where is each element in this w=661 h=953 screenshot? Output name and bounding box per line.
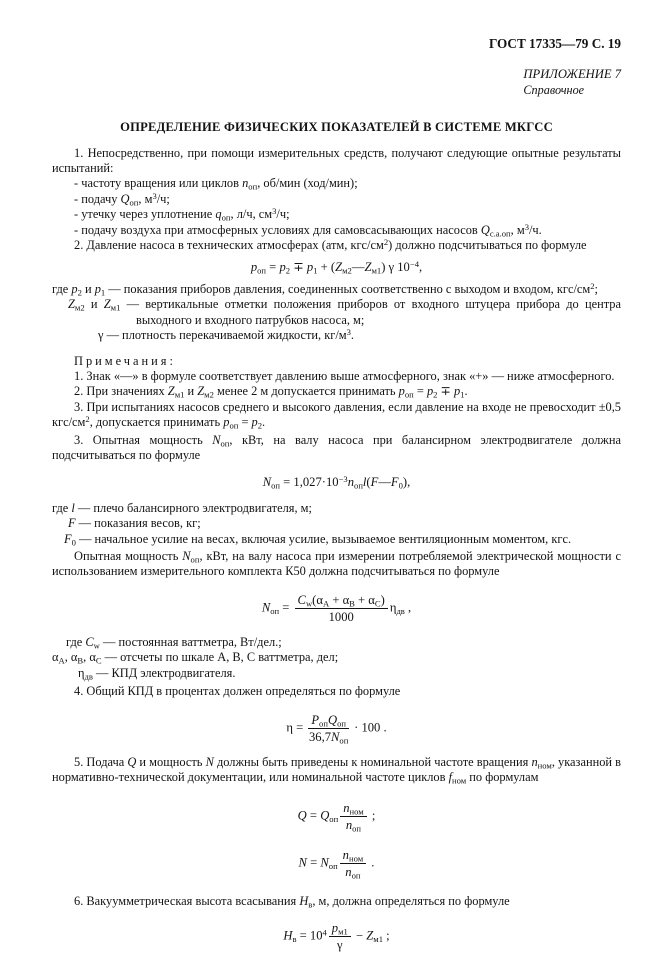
list-item-rotation-speed: - частоту вращения или циклов $n_{оп}$, об/мин (ход/мин); [74,176,358,192]
annex-label: ПРИЛОЖЕНИЕ 7 [523,67,621,82]
formula-power-balance: $N_{оп}$ = $1,027\cdot 10^{-3}n_{оп}l(F—F_0)$, [262,474,411,491]
formula-power-wattmeter: $N_{оп}$ = $\frac{C_w(\alpha_А + \alpha_В + \alpha_С)}{1000}$ $\eta_{дв}$ , [261,592,412,624]
where-alpha-readings: $\alpha_А$, $\alpha_В$, $\alpha_С$ — отсчеты по шкале А, В, С ваттметра, дел; [52,650,339,666]
paragraph-3: 3. Опытная мощность $N_{оп}$, кВт, на валу насоса при балансирном электродвигателе должна подсчитываться по формуле [52,432,621,462]
paragraph-6-nominal: 5. Подача Q и мощность N должны быть приведены к номинальной частоте вращения $n_{ном}$, указанной в нормативно-технической документации, или номинальной частоте циклов $f_{ном}$ по формулам [52,754,622,786]
paragraph-4: Опытная мощность $N_{оп}$, кВт, на валу насоса при измерении потребляемой электрической мощности с использованием измерительного комплекта К50 должна подсчитываться по формуле [52,548,621,579]
formula-vacuum-height: $H_в = 10^4$ $\frac{p_{м1}}{\gamma}$ − $Z_{м1}$ ; [283,921,390,953]
note-2: 2. При значениях $Z_{м1}$ и $Z_{м2}$ менее 2 м допускается принимать $p_{оп} = p_2 \mp p_1$. [74,384,468,400]
where-lever: где l — плечо балансирного электродвигателя, м; [52,500,312,515]
list-item-flow: - подачу $Q_{оп}$, $м^3/ч$; [74,190,170,208]
where-gamma: γ — плотность перекачиваемой жидкости, $кг/м^3$. [98,327,355,343]
document-title: ОПРЕДЕЛЕНИЕ ФИЗИЧЕСКИХ ПОКАЗАТЕЛЕЙ В СИСТЕМЕ МКГСС [120,120,553,135]
gost-page-number: ГОСТ 17335—79 С. 19 [488,36,621,51]
annex-block [523,67,621,98]
where-z-marks: $Z_{м2}$ и $Z_{м1}$ — вертикальные отметки положения приборов от входного штуцера прибора до центра выходного и входного патрубков насоса, м; [68,297,621,327]
formula-efficiency: η = $\frac{P_{оп}Q_{оп}}{36,7N_{оп}}$ · 100 . [286,712,387,746]
formula-power-nominal: $N = N_{оп}$ $\frac{n_{ном}}{n_{оп}}$ . [298,847,375,881]
paragraph-7-vacuum: 6. Вакуумметрическая высота всасывания $H_в$, м, должна определяться по формуле [74,893,510,910]
paragraph-2: 2. Давление насоса в технических атмосферах (атм, кгс/$см^2$) должно подсчитываться по формуле [74,237,587,253]
paragraph-5-efficiency: 4. Общий КПД в процентах должен определяться по формуле [74,684,401,699]
note-3: 3. При испытаниях насосов среднего и высокого давления, если давление на входе не превосходит ±0,5 кгс/$см^2$, допускается принимать $p_{оп} = p_2$. [52,399,621,431]
note-1: 1. Знак «—» в формуле соответствует давлению выше атмосферного, знак «+» — ниже атмосферного. [74,368,615,383]
list-item-air-flow: - подачу воздуха при атмосферных условиях для самовсасывающих насосов $Q_{с.а.оп}$, $м^3/ч$. [74,221,542,239]
where-scale-reading: F — показания весов, кг; [68,516,201,531]
where-motor-efficiency: $\eta_{дв}$ — КПД электродвигателя. [78,665,236,682]
list-item-leak: - утечку через уплотнение $q_{оп}$, л/ч, $см^3/ч$; [74,206,290,223]
paragraph-1: 1. Непосредственно, при помощи измерительных средств, получают следующие опытные результаты испытаний: [52,145,621,176]
where-p2-p1: где $p_2$ и $p_1$ — показания приборов давления, соединенных соответственно с выходом и входом, кгс/$см^2$; [52,280,598,298]
formula-pressure: $p_{оп} = p_2 \mp p_1$ + $(Z_{м2}—Z_{м1})$ γ $10^{-4}$, [250,259,423,276]
where-initial-force: $F_0$ — начальное усилие на весах, включая усилие, вызываемое вентиляционным моментом, кгс. [64,531,572,548]
formula-flow-nominal: $Q = Q_{оп}$ $\frac{n_{ном}}{n_{оп}}$ ; [297,800,376,834]
where-wattmeter-constant: где $C_w$ — постоянная ваттметра, Вт/дел.; [66,634,282,651]
annex-type-label: Справочное [523,82,585,97]
notes-title: Примечания: [74,353,176,368]
